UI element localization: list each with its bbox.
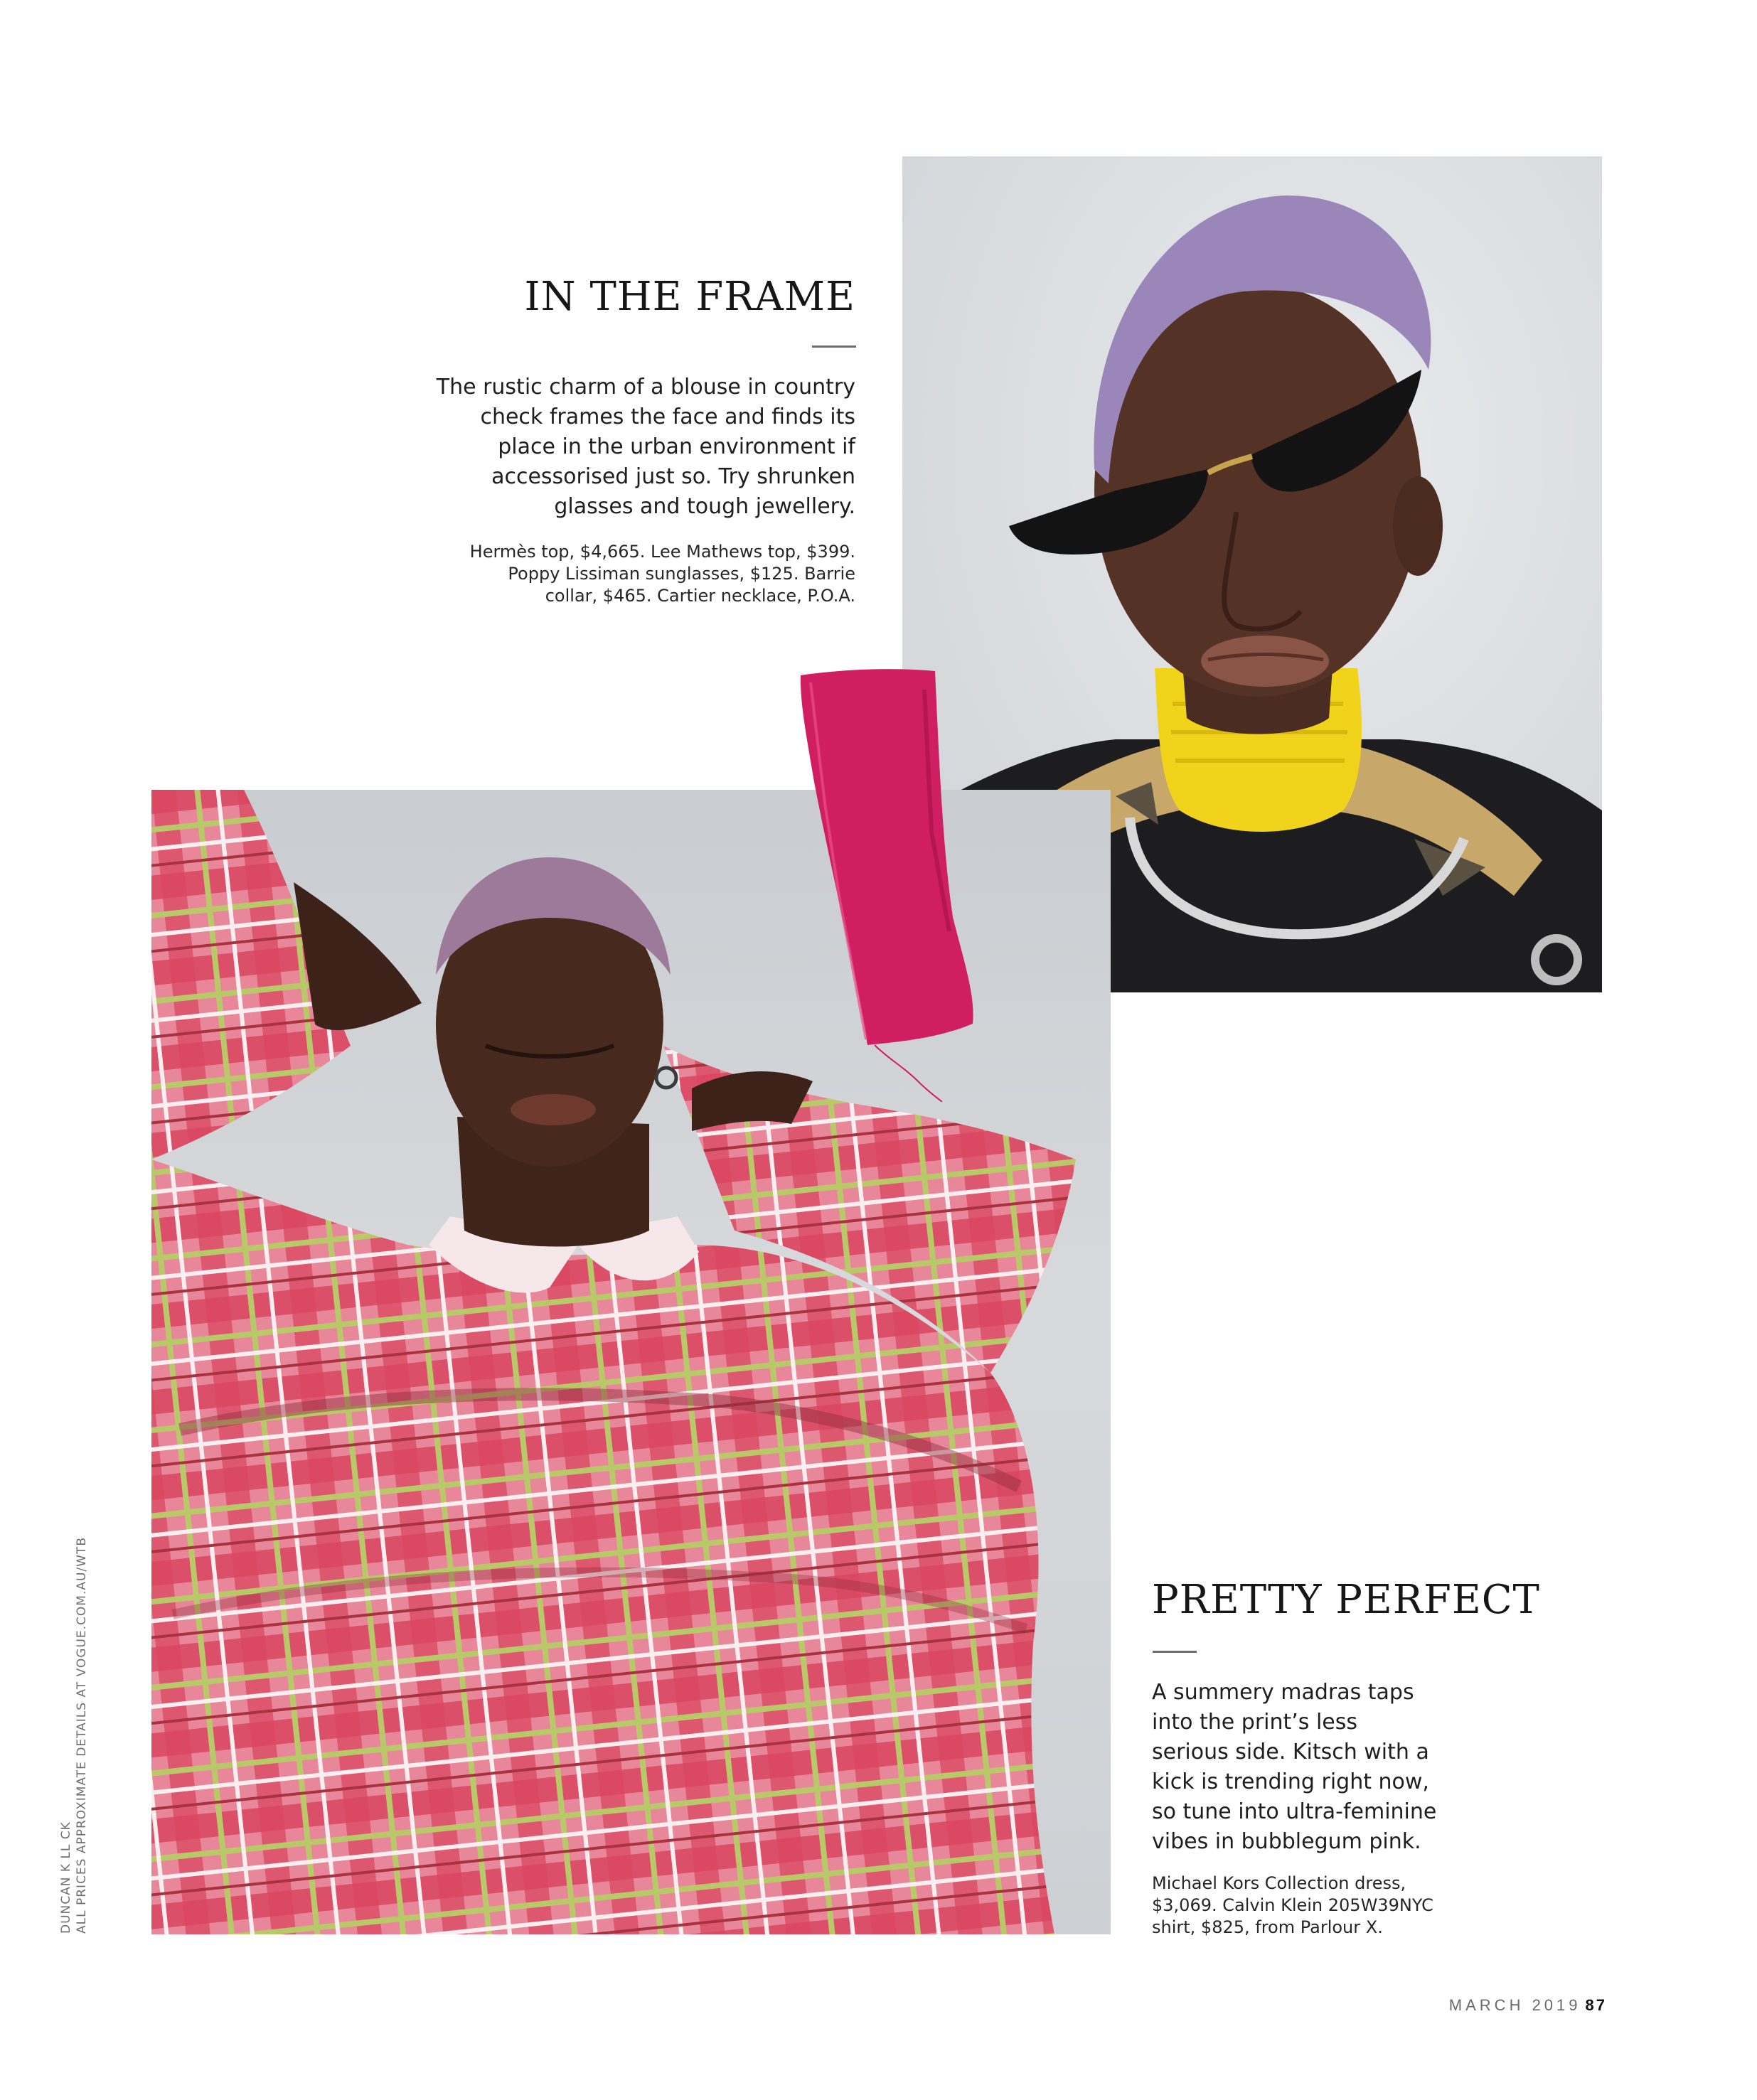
body-line: glasses and tough jewellery. [554,494,855,519]
credit-line: Michael Kors Collection dress, [1152,1873,1406,1893]
body-line: serious side. Kitsch with a [1152,1740,1429,1764]
section-title-in-the-frame: IN THE FRAME [524,274,855,320]
page-folio [1449,1996,1607,2015]
credit-line: Hermès top, $4,665. Lee Mathews top, $399. [469,542,855,562]
title-divider [1153,1651,1197,1653]
price-disclaimer: ALL PRICES APPROXIMATE DETAILS AT VOGUE.COM.AU/WTB [75,1536,89,1934]
body-line: vibes in bubblegum pink. [1152,1829,1421,1854]
credit-line: Poppy Lissiman sunglasses, $125. Barrie [508,564,855,584]
photographer-credit-vertical [58,1536,90,1934]
credit-line: shirt, $825, from Parlour X. [1152,1917,1383,1937]
credit-line: $3,069. Calvin Klein 205W39NYC [1152,1895,1433,1915]
body-line: so tune into ultra-feminine [1152,1799,1437,1824]
body-line: kick is trending right now, [1152,1769,1429,1794]
credit-line: collar, $465. Cartier necklace, P.O.A. [545,586,855,606]
product-credits-in-the-frame [415,541,855,607]
section-title-pretty-perfect: PRETTY PERFECT [1152,1577,1540,1623]
body-line: into the print’s less [1152,1710,1358,1735]
section-body-in-the-frame [415,373,855,522]
body-line: place in the urban environment if [498,434,855,459]
title-divider [812,345,856,348]
body-line: check frames the face and finds its [480,405,855,429]
product-credits-pretty-perfect [1152,1873,1486,1939]
body-line: A summery madras taps [1152,1680,1414,1705]
page-number: 87 [1585,1996,1607,2014]
section-body-pretty-perfect [1152,1678,1486,1857]
issue-date: MARCH 2019 [1448,1996,1581,2014]
body-line: The rustic charm of a blouse in country [436,375,855,400]
magenta-fabric-swatch [782,661,981,1102]
body-line: accessorised just so. Try shrunken [491,464,855,489]
photographer-name: DUNCAN K LL CK [59,1821,73,1934]
